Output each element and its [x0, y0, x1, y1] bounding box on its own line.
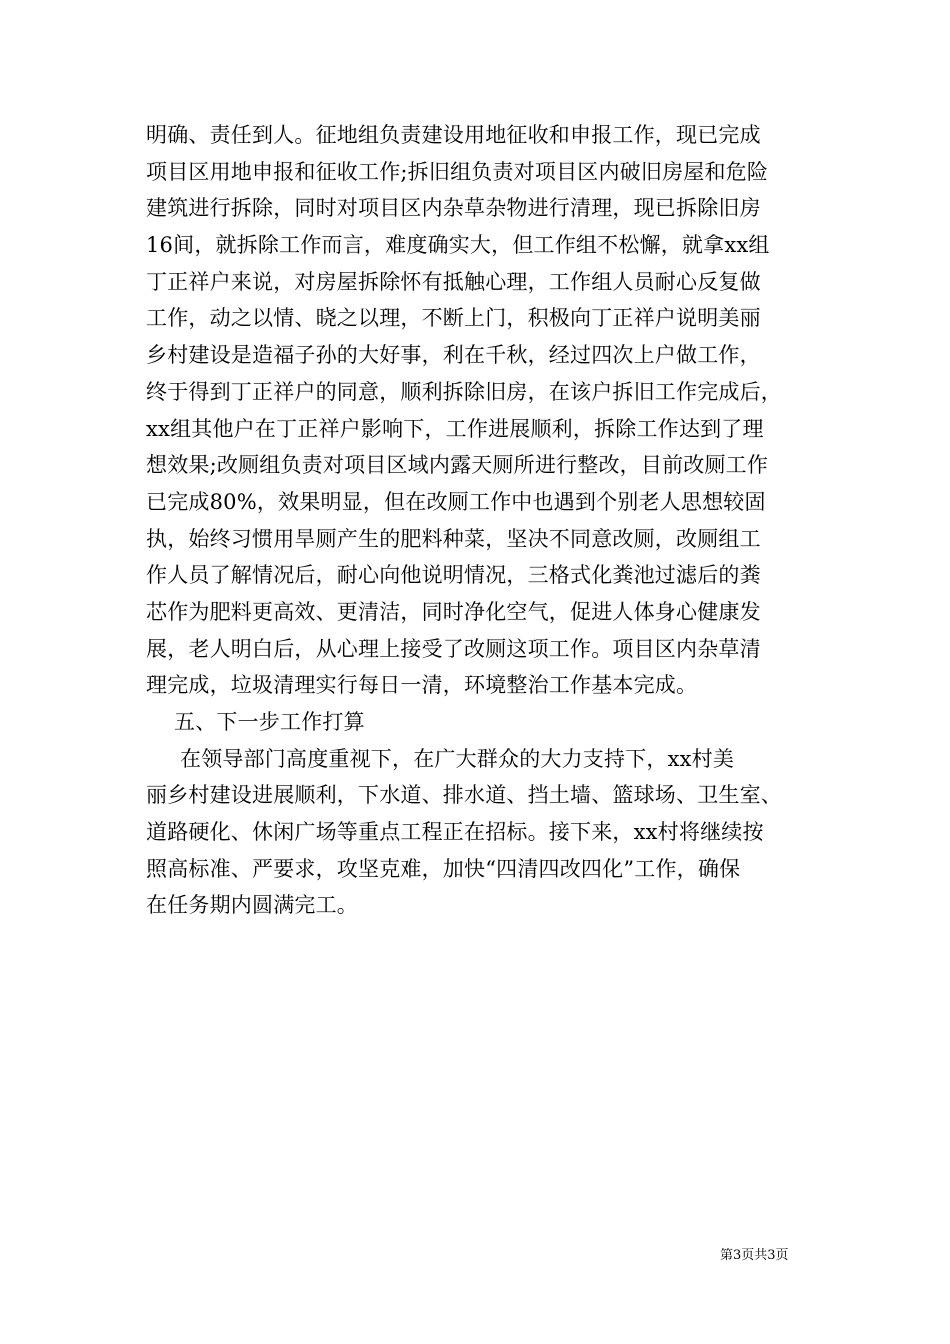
text-line: 作人员了解情况后，耐心向他说明情况，三格式化粪池过滤后的粪	[146, 563, 761, 588]
text-line: 丁正祥户来说，对房屋拆除怀有抵触心理，工作组人员耐心反复做	[146, 269, 761, 294]
text-line: 已完成80%，效果明显，但在改厕工作中也遇到个别老人思想较固	[146, 489, 766, 514]
text-line: 展，老人明白后，从心理上接受了改厕这项工作。项目区内杂草清	[146, 636, 761, 661]
text-line: 16间，就拆除工作而言，难度确实大，但工作组不松懈，就拿xx组	[146, 233, 770, 258]
text-line: 执，始终习惯用旱厕产生的肥料种菜，坚决不同意改厕，改厕组工	[146, 526, 761, 551]
text-line: 想效果;改厕组负责对项目区域内露天厕所进行整改，目前改厕工作	[146, 453, 769, 478]
section-heading: 五、下一步工作打算	[174, 710, 365, 734]
text-line: xx组其他户在丁正祥户影响下，工作进展顺利，拆除工作达到了理	[146, 416, 764, 441]
text-line: 丽乡村建设进展顺利，下水道、排水道、挡土墙、篮球场、卫生室、	[146, 783, 782, 808]
text-line: 芯作为肥料更高效、更清洁，同时净化空气，促进人体身心健康发	[146, 599, 761, 624]
text-line: 照高标准、严要求，攻坚克难，加快“四清四改四化”工作，确保	[146, 856, 741, 881]
text-line: 在领导部门高度重视下，在广大群众的大力支持下，xx村美	[180, 746, 735, 771]
text-line: 理完成，垃圾清理实行每日一清，环境整治工作基本完成。	[146, 673, 698, 698]
text-line: 终于得到丁正祥户的同意，顺利拆除旧房，在该户拆旧工作完成后，	[146, 379, 782, 404]
text-line: 建筑进行拆除，同时对项目区内杂草杂物进行清理，现已拆除旧房	[146, 196, 761, 221]
text-line: 道路硬化、休闲广场等重点工程正在招标。接下来，xx村将继续按	[146, 820, 764, 845]
text-line: 项目区用地申报和征收工作;拆旧组负责对项目区内破旧房屋和危险	[146, 159, 769, 184]
text-line: 乡村建设是造福子孙的大好事，利在千秋，经过四次上户做工作，	[146, 343, 761, 368]
text-line: 明确、责任到人。征地组负责建设用地征收和申报工作，现已完成	[146, 123, 761, 147]
page-number-footer: 第3页共3页	[720, 1248, 789, 1263]
text-line: 在任务期内圆满完工。	[146, 893, 358, 918]
document-body	[146, 117, 836, 924]
text-line: 工作，动之以情、晓之以理，不断上门，积极向丁正祥户说明美丽	[146, 306, 761, 331]
